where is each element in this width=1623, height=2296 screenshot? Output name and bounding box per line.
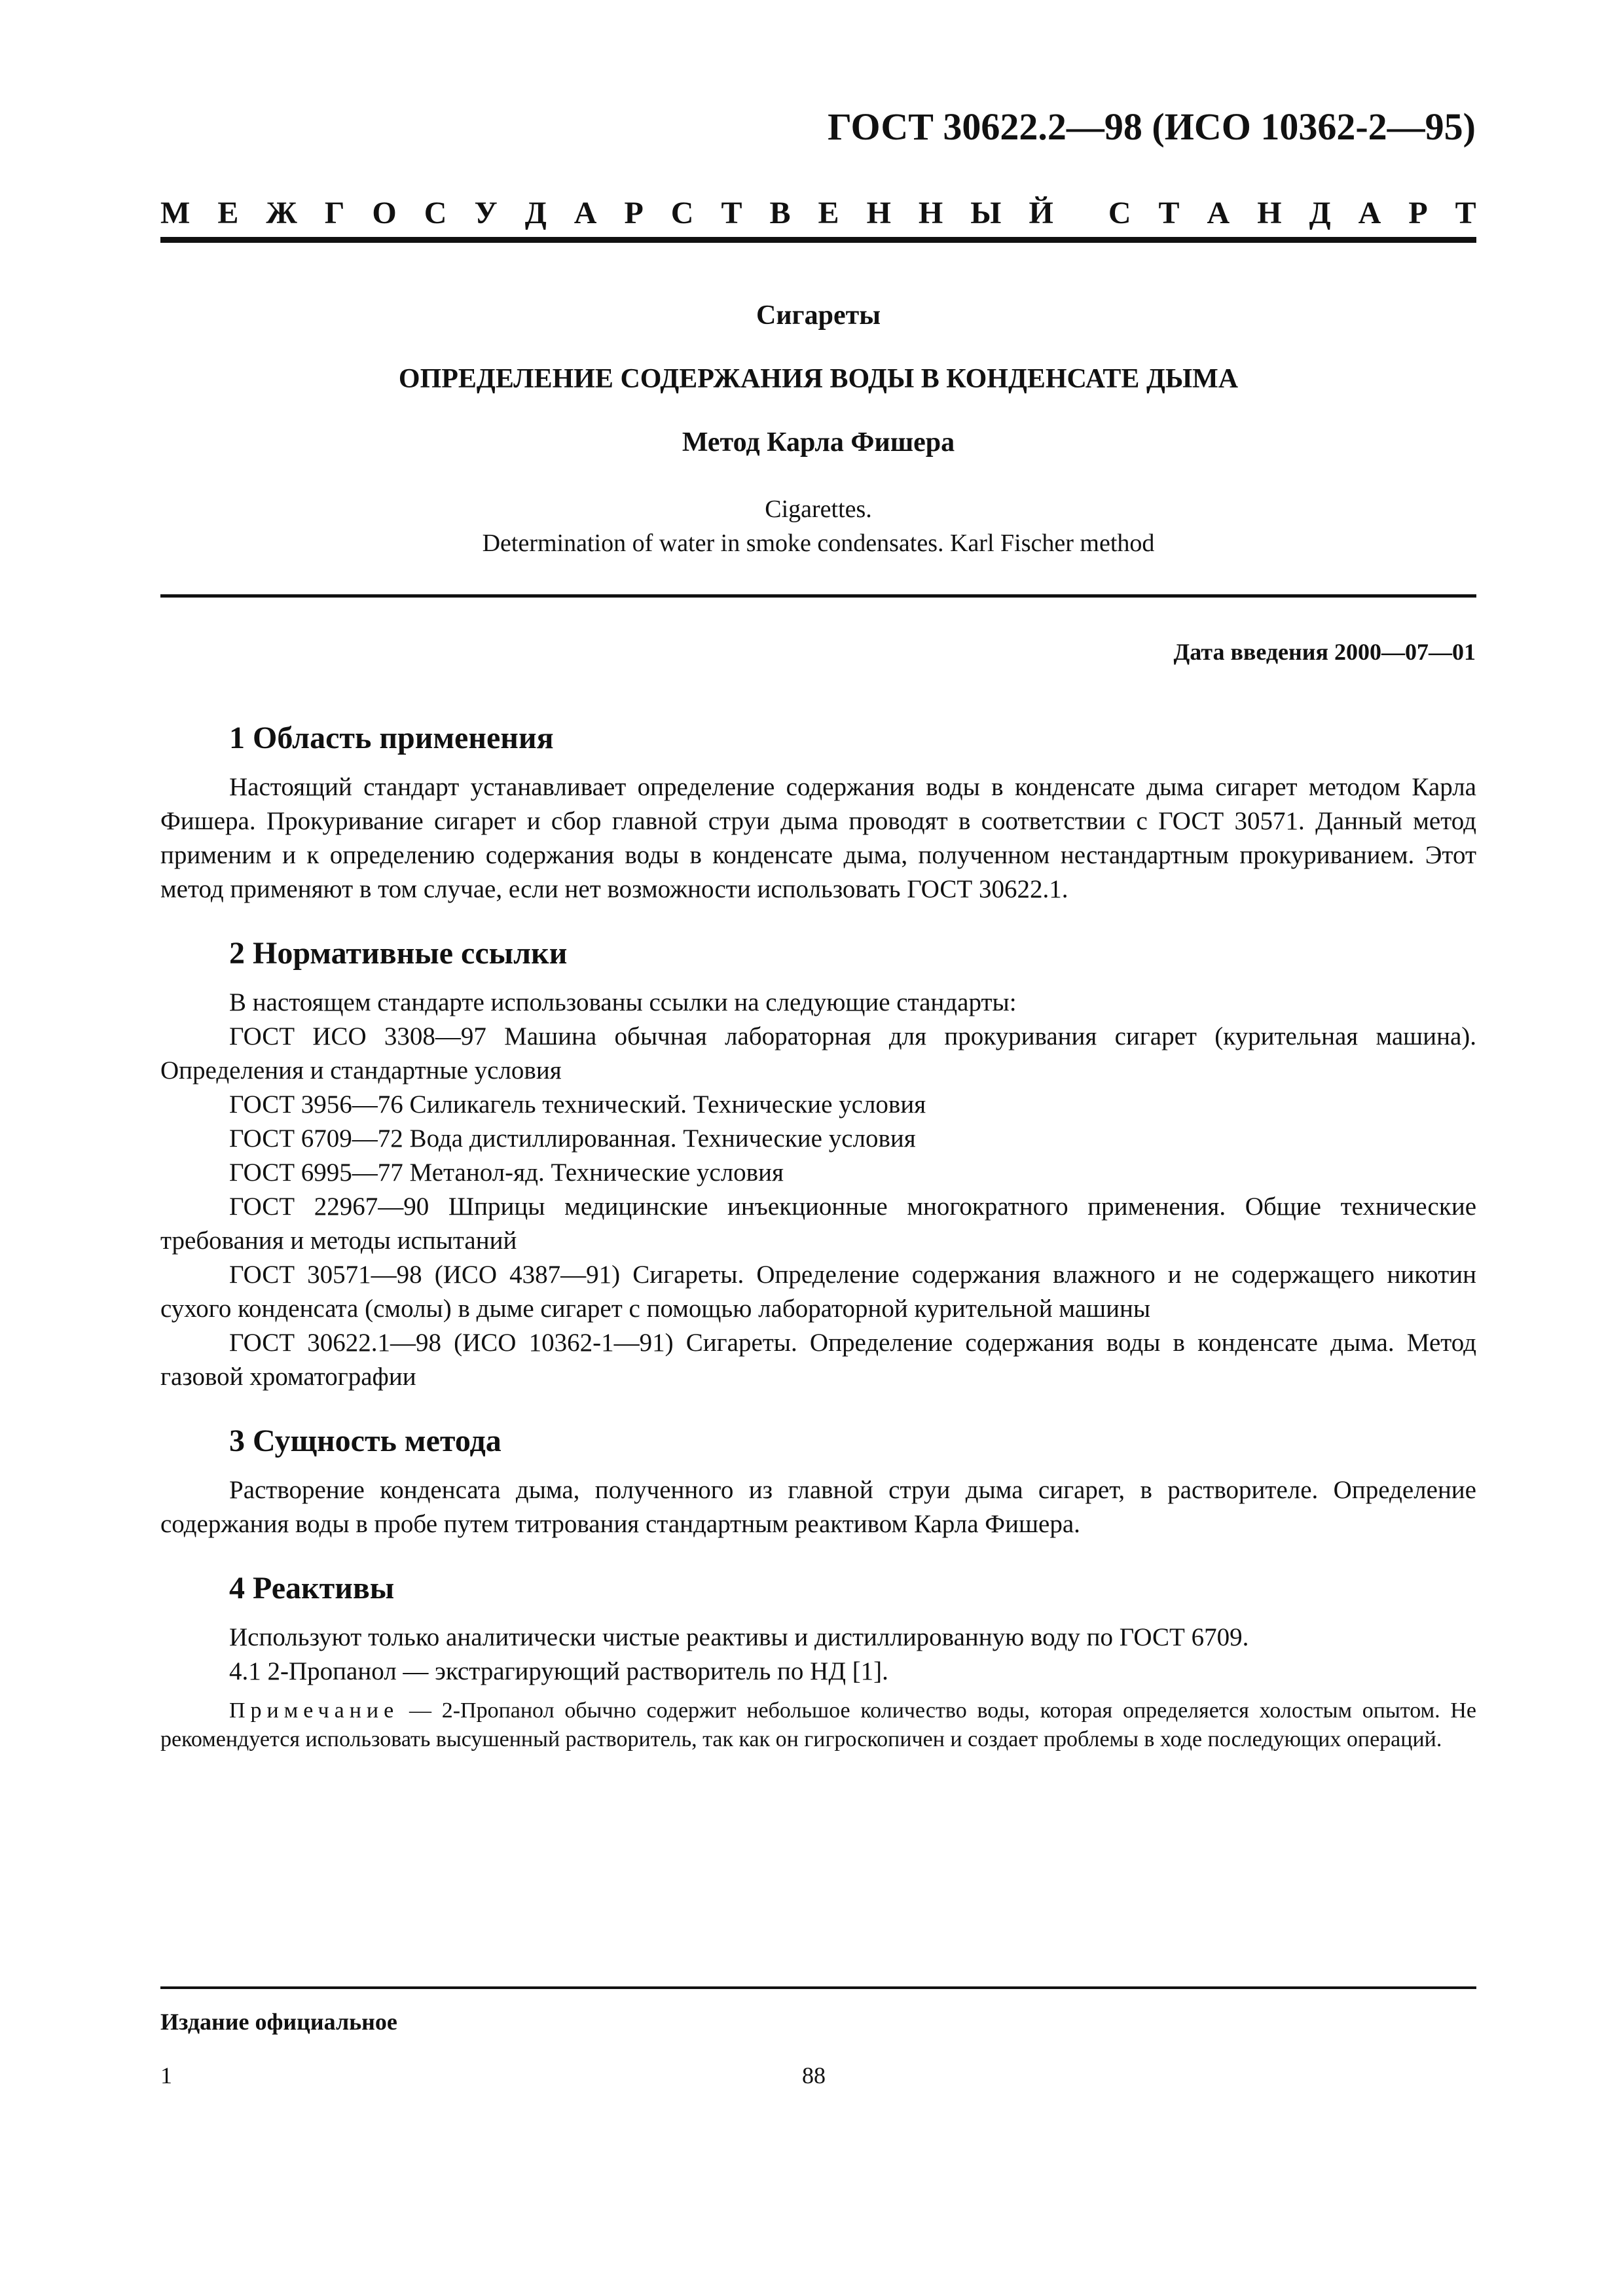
note-text: — 2-Пропанол обычно содержит небольшое количество воды, которая определяется холостым опытом. Не рекомендуется использовать высушенный растворитель, так как он гигроскопичен и создает проблемы в ходе последующих операций. bbox=[160, 1698, 1476, 1751]
note bbox=[160, 1696, 1476, 1754]
banner-letter: Е bbox=[217, 195, 239, 230]
english-title-line-2: Determination of water in smoke condensates. Karl Fischer method bbox=[482, 529, 1155, 557]
paragraph: 4.1 2-Пропанол — экстрагирующий растворитель по НД [1]. bbox=[229, 1657, 888, 1685]
footer-divider bbox=[160, 1986, 1476, 1989]
banner-letter: А bbox=[1207, 195, 1230, 230]
section-heading: 1 Область применения bbox=[229, 721, 554, 755]
paragraph: В настоящем стандарте использованы ссылки на следующие стандарты: bbox=[229, 988, 1017, 1016]
banner-letter: Ы bbox=[970, 195, 1002, 230]
banner-letter: Р bbox=[624, 195, 644, 230]
reference-item: ГОСТ 6995—77 Метанол-яд. Технические условия bbox=[229, 1158, 784, 1187]
banner-letter: А bbox=[574, 195, 597, 230]
banner-letter: Й bbox=[1029, 195, 1053, 230]
banner-letter: Ж bbox=[266, 195, 297, 230]
banner-letter: А bbox=[1358, 195, 1381, 230]
section-reagents bbox=[160, 1570, 1476, 1754]
section-method-principle bbox=[160, 1423, 1476, 1541]
banner-letter: В bbox=[769, 195, 791, 230]
paragraph: Используют только аналитически чистые реактивы и дистиллированную воду по ГОСТ 6709. bbox=[229, 1623, 1249, 1651]
banner-letter: Н bbox=[1257, 195, 1282, 230]
document-title: ОПРЕДЕЛЕНИЕ СОДЕРЖАНИЯ ВОДЫ В КОНДЕНСАТЕ ДЫМА bbox=[398, 364, 1239, 394]
section-heading: 4 Реактивы bbox=[229, 1571, 395, 1605]
banner-letter: Д bbox=[524, 195, 547, 230]
banner-letter: У bbox=[474, 195, 498, 230]
banner-letter: Т bbox=[1158, 195, 1180, 230]
section-heading: 3 Сущность метода bbox=[229, 1424, 501, 1458]
document-method: Метод Карла Фишера bbox=[682, 427, 955, 457]
reference-item: ГОСТ ИСО 3308—97 Машина обычная лабораторная для прокуривания сигарет (курительная машина). Определения и стандартные условия bbox=[160, 1022, 1476, 1085]
footer-left-mark: 1 bbox=[160, 2062, 172, 2089]
header-divider bbox=[160, 237, 1476, 243]
section-normative-references bbox=[160, 935, 1476, 1394]
document-number: ГОСТ 30622.2—98 (ИСО 10362-2—95) bbox=[828, 105, 1476, 148]
paragraph: Настоящий стандарт устанавливает определение содержания воды в конденсате дыма сигарет методом Карла Фишера. Прокуривание сигарет и сбор главной струи дыма проводят в соответствии с ГОСТ 30571. Данный метод применим и к определению содержания воды в конденсате дыма, полученном нестандартным прокуриванием. Этот метод применяют в том случае, если нет возможности использовать ГОСТ 30622.1. bbox=[160, 773, 1476, 903]
banner-letter: Е bbox=[818, 195, 839, 230]
banner-letter: Н bbox=[918, 195, 943, 230]
banner-letter: Т bbox=[1455, 195, 1476, 230]
banner-letter: С bbox=[1108, 195, 1131, 230]
english-title-line-1: Cigarettes. bbox=[765, 495, 872, 523]
reference-item: ГОСТ 3956—76 Силикагель технический. Технические условия bbox=[229, 1090, 926, 1119]
banner-letter: Т bbox=[721, 195, 742, 230]
reference-item: ГОСТ 6709—72 Вода дистиллированная. Технические условия bbox=[229, 1124, 916, 1153]
document-body bbox=[160, 720, 1476, 1783]
section-heading: 2 Нормативные ссылки bbox=[229, 936, 568, 971]
introduction-date: Дата введения 2000—07—01 bbox=[1173, 639, 1476, 665]
document-category: Сигареты bbox=[756, 300, 881, 331]
edition-label: Издание официальное bbox=[160, 2009, 397, 2035]
note-label: Примечание bbox=[229, 1698, 399, 1723]
banner-letter: Р bbox=[1408, 195, 1428, 230]
banner-letter: Н bbox=[866, 195, 891, 230]
banner-letter: С bbox=[424, 195, 447, 230]
reference-item: ГОСТ 30622.1—98 (ИСО 10362-1—91) Сигареты. Определение содержания воды в конденсате дыма. Метод газовой хроматографии bbox=[160, 1329, 1476, 1391]
banner-letter: М bbox=[160, 195, 191, 230]
reference-item: ГОСТ 22967—90 Шприцы медицинские инъекционные многократного применения. Общие технические требования и методы испытаний bbox=[160, 1193, 1476, 1255]
banner-letter: О bbox=[372, 195, 397, 230]
banner-letter: С bbox=[670, 195, 694, 230]
section-scope bbox=[160, 720, 1476, 906]
banner-letter: Г bbox=[324, 195, 345, 230]
paragraph: Растворение конденсата дыма, полученного из главной струи дыма сигарет, в растворителе. Определение содержания воды в пробе путем титрования стандартным реактивом Карла Фишера. bbox=[160, 1476, 1476, 1538]
standard-type-banner bbox=[160, 187, 1476, 239]
reference-item: ГОСТ 30571—98 (ИСО 4387—91) Сигареты. Определение содержания влажного и не содержащего никотин сухого конденсата (смолы) в дыме сигарет с помощью лабораторной курительной машины bbox=[160, 1261, 1476, 1323]
page-number: 88 bbox=[802, 2062, 826, 2089]
title-divider bbox=[160, 594, 1476, 598]
english-title bbox=[160, 492, 1476, 560]
banner-letter: Д bbox=[1309, 195, 1331, 230]
